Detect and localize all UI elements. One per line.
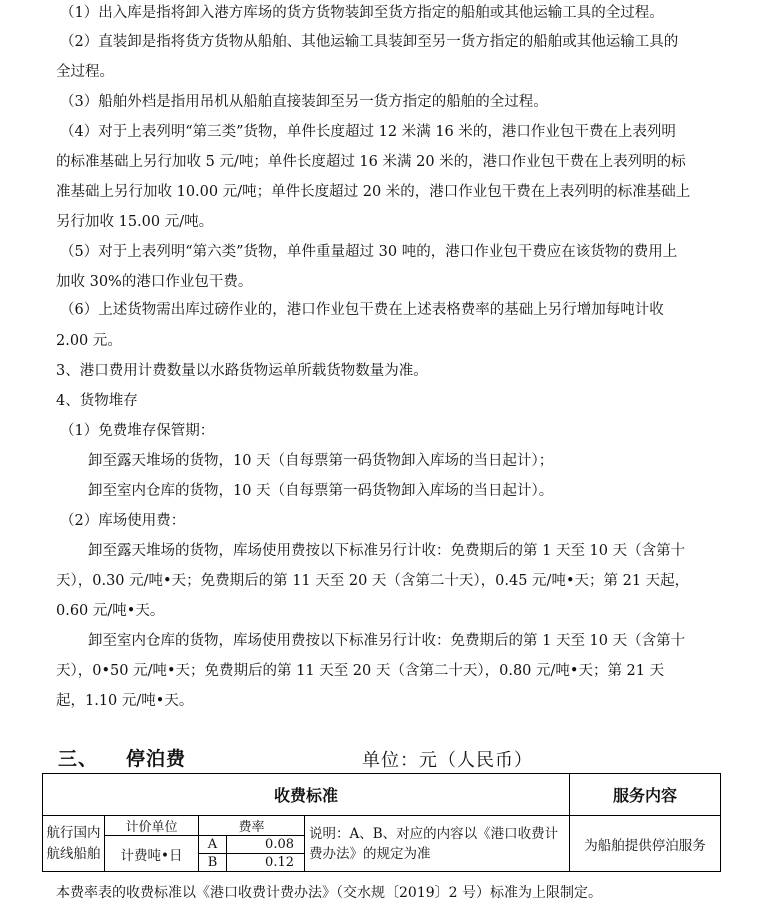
rate-value-b: 0.12 [227,854,305,872]
section-heading [58,744,186,771]
rate-grade-a: A [199,836,227,854]
paragraph-3: （3）船舶外档是指用吊机从船舶直接装卸至另一货方指定的船舶的全过程。 [60,94,548,110]
header-charge-standard: 收费标准 [43,774,570,816]
paragraph-5-line-2: 加收 30%的港口作业包干费。 [56,274,253,290]
rate-grade-b: B [199,854,227,872]
section-title: 停泊费 [126,748,187,770]
header-service-content: 服务内容 [570,774,721,816]
yard-fee-indoor-line-1: 卸至室内仓库的货物，库场使用费按以下标准另行计收：免费期后的第 1 天至 10 天（含第十 [88,633,686,649]
paragraph-4-line-3: 准基础上另行加收 10.00 元/吨；单件长度超过 20 米的，港口作业包干费在上表列明的标准基础上 [56,184,691,200]
paragraph-2-line-1: （2）直装卸是指将货方货物从船舶、其他运输工具装卸至另一货方指定的船舶或其他运输工具的 [60,34,679,50]
paragraph-5-line-1: （5）对于上表列明“第六类”货物，单件重量超过 30 吨的，港口作业包干费应在该货物的费用上 [60,244,678,260]
item-4-heading: 4、货物堆存 [56,393,138,409]
paragraph-1: （1）出入库是指将卸入港方库场的货方货物装卸至货方指定的船舶或其他运输工具的全过程。 [60,5,664,21]
col-rate: 费率 [199,816,305,836]
yard-fee-indoor-line-2: 天），0•50 元/吨•天；免费期后的第 11 天至 20 天（含第二十天），0.80 元/吨•天；第 21 天 [56,663,665,679]
free-storage-indoor: 卸至室内仓库的货物，10 天（自每票第一码货物卸入库场的当日起计）。 [88,483,554,499]
free-storage-title: （1）免费堆存保管期： [60,423,215,439]
col-pricing-unit: 计价单位 [105,816,199,836]
paragraph-2-line-2: 全过程。 [56,64,114,80]
paragraph-6-line-1: （6）上述货物需出库过磅作业的，港口作业包干费在上述表格费率的基础上另行增加每吨计收 [60,302,664,318]
section-number: 三、 [58,748,99,770]
vessel-type-cell: 航行国内航线船舶 [43,816,105,872]
free-storage-open-yard: 卸至露天堆场的货物，10 天（自每票第一码货物卸入库场的当日起计）； [88,453,554,469]
paragraph-4-line-4: 另行加收 15.00 元/吨。 [56,214,214,230]
yard-fee-open-line-1: 卸至露天堆场的货物，库场使用费按以下标准另行计收：免费期后的第 1 天至 10 天（含第十 [88,543,686,559]
item-3: 3、港口费用计费数量以水路货物运单所载货物数量为准。 [56,363,428,379]
footer-note: 本费率表的收费标准以《港口收费计费办法》（交水规〔2019〕2 号）标准为上限制定。 [56,885,602,901]
paragraph-4-line-2: 的标准基础上另行加收 5 元/吨；单件长度超过 16 米满 20 米的，港口作业包干费在上表列明的标 [56,154,686,170]
rate-value-a: 0.08 [227,836,305,854]
paragraph-4-line-1: （4）对于上表列明“第三类”货物，单件长度超过 12 米满 16 米的，港口作业包干费在上表列明 [60,124,676,140]
paragraph-6-line-2: 2.00 元。 [56,333,122,349]
yard-fee-indoor-line-3: 起，1.10 元/吨•天。 [56,693,194,709]
service-cell: 为船舶提供停泊服务 [570,816,721,872]
pricing-unit-value: 计费吨•日 [105,836,199,872]
yard-fee-open-line-2: 天），0.30 元/吨•天；免费期后的第 11 天至 20 天（含第二十天），0.45 元/吨•天；第 21 天起， [56,573,690,589]
currency-unit: 单位：元（人民币） [362,750,533,771]
note-cell: 说明：A、B、对应的内容以《港口收费计费办法》的规定为准 [305,816,570,872]
yard-fee-open-line-3: 0.60 元/吨•天。 [56,603,165,619]
yard-fee-title: （2）库场使用费： [60,513,186,529]
berthing-fee-table [42,773,721,872]
